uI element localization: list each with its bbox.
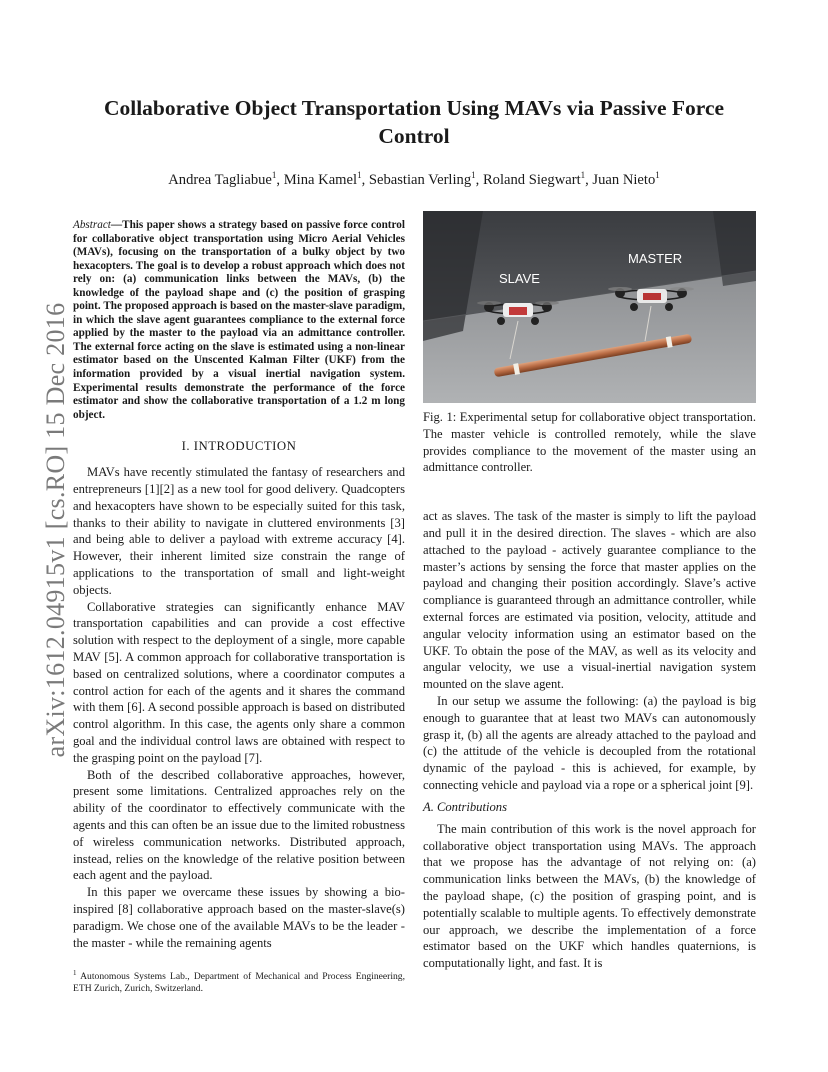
- contributions-paragraph: The main contribution of this work is the novel approach for collaborative object transportation using MAVs. The approach that we propose has the advantage of not relying on: (a) communication links between the MAVs, (b) the knowledge of the payload shape, (c) the position of grasping point, and is potentially scalable to multiple agents. To effectively demonstrate our approach, we describe the implementation of a force estimator based on the UKF which handles quaternions, is computationally light, and fast. It is: [423, 821, 756, 971]
- footnote: [73, 967, 405, 995]
- author: Juan Nieto$^1$: [592, 170, 660, 188]
- abstract-dash: —: [110, 219, 123, 231]
- intro-paragraph: Both of the described collaborative approaches, however, present some limitations. Centralized approaches rely on the ability of the coordinator to effectively communicate with the agents and this can often be an issue due to the limited robustness of wireless communication networks. Distributed approach, instead, relies on the knowledge of the relative position between each agent and the payload.: [73, 767, 405, 883]
- left-column: [73, 219, 405, 951]
- paper-title: Collaborative Object Transportation Using MAVs via Passive Force Control: [103, 96, 725, 148]
- right-column: [423, 211, 756, 972]
- master-label: MASTER: [628, 251, 683, 266]
- section-heading-introduction: I. INTRODUCTION: [181, 439, 297, 454]
- subsection-heading-contributions: A. Contributions: [423, 799, 507, 814]
- footnote-text: Autonomous Systems Lab., Department of Mechanical and Process Engineering, ETH Zurich, Zurich, Switzerland.: [73, 971, 405, 995]
- abstract-label: Abstract: [73, 219, 111, 231]
- body-paragraph: In our setup we assume the following: (a) the payload is big enough to guarantee that at least two MAVs can autonomously grasp it, (b) all the agents are already attached to the payload and (c) the attitude of the vehicle is decoupled from the rotational dynamic of the payload - this is achieved, for example, by connecting vehicle and payload via a rope or a spherical joint [9].: [423, 693, 756, 792]
- slave-label: SLAVE: [499, 271, 540, 286]
- experiment-photo: [423, 211, 756, 403]
- figure-caption: Fig. 1: Experimental setup for collaborative object transportation. The master vehicle is controlled remotely, while the slave provides compliance to the movement of the master using an admittance controller.: [423, 410, 756, 475]
- abstract: [73, 219, 405, 422]
- author: Mina Kamel$^1$: [283, 170, 362, 188]
- body-paragraph: act as slaves. The task of the master is simply to lift the payload and pull it in the desired direction. The slaves - which are also attached to the payload - actively guarantee compliance to the master’s actions by sensing the force that master applies on the payload and changing their position accordingly. Slave’s active compliance is guaranteed through an admittance controller, while external forces are estimated via position, velocity, attitude and angular velocity information using an estimator based on the UKF. To obtain the pose of the MAV, as well as its velocity and angular velocity, we use a visual-inertial navigation system mounted on the slave agent.: [423, 509, 756, 692]
- intro-paragraph: MAVs have recently stimulated the fantasy of researchers and entrepreneurs [1][2] as a new tool for good delivery. Quadcopters and hexacopters have shown to be especially suited for this task, thanks to their ability to navigate in cluttered environments [3] and being able to deliver a payload with extreme accuracy [4]. However, their inherent limited size constrain the range of applications to the transportation of small and light-weight objects.: [73, 465, 405, 597]
- author: Roland Siegwart$^1$: [482, 170, 586, 188]
- author: Andrea Tagliabue$^1$: [168, 170, 277, 188]
- author: Sebastian Verling$^1$: [368, 170, 476, 188]
- intro-paragraph: Collaborative strategies can significantly enhance MAV transportation capabilities and can provide a cost effective solution with respect to the deployment of a single, more capable MAV [5]. A common approach for collaborative transportation is based on centralized solutions, where a coordinator computes a control action for each of the agents and it shares the command with them [6]. A second possible approach is based on distributed control algorithm. In this case, the agents only share a common goal and the individual control laws are obtained with respect to the grasping point on the payload [7].: [73, 599, 405, 765]
- abstract-text: This paper shows a strategy based on passive force control for collaborative object transportation using Micro Aerial Vehicles (MAVs), focusing on the transportation of a bulky object by two hexacopters. The goal is to develop a robust approach which does not rely on: (a) communication links between the MAVs, (b) the knowledge of the payload shape and (c) the position of grasping point. The proposed approach is based on the master-slave paradigm, in which the slave agent guarantees compliance to the external force applied by the master to the payload via an admittance controller. The external force acting on the slave is estimated using a non-linear estimator based on the Unscented Kalman Filter (UKF) from the information provided by a visual inertial navigation system. Experimental results demonstrate the performance of the force estimator and show the collaborative transportation of a 1.2 m long object.: [73, 219, 405, 421]
- experiment-photo-drawing: [423, 211, 756, 403]
- intro-paragraph: In this paper we overcame these issues by showing a bio-inspired [8] collaborative approach based on the master-slave(s) paradigm. We chose one of the available MAVs to be the leader - the master - while the remaining agents: [73, 885, 405, 950]
- author-list: Andrea Tagliabue$^1$, Mina Kamel$^1$, Sebastian Verling$^1$, Roland Siegwart$^1$, Juan Nieto$^1$: [168, 170, 660, 188]
- footnote-mark: 1: [73, 969, 77, 977]
- arxiv-identifier: arXiv:1612.04915v1 [cs.RO] 15 Dec 2016: [41, 302, 70, 758]
